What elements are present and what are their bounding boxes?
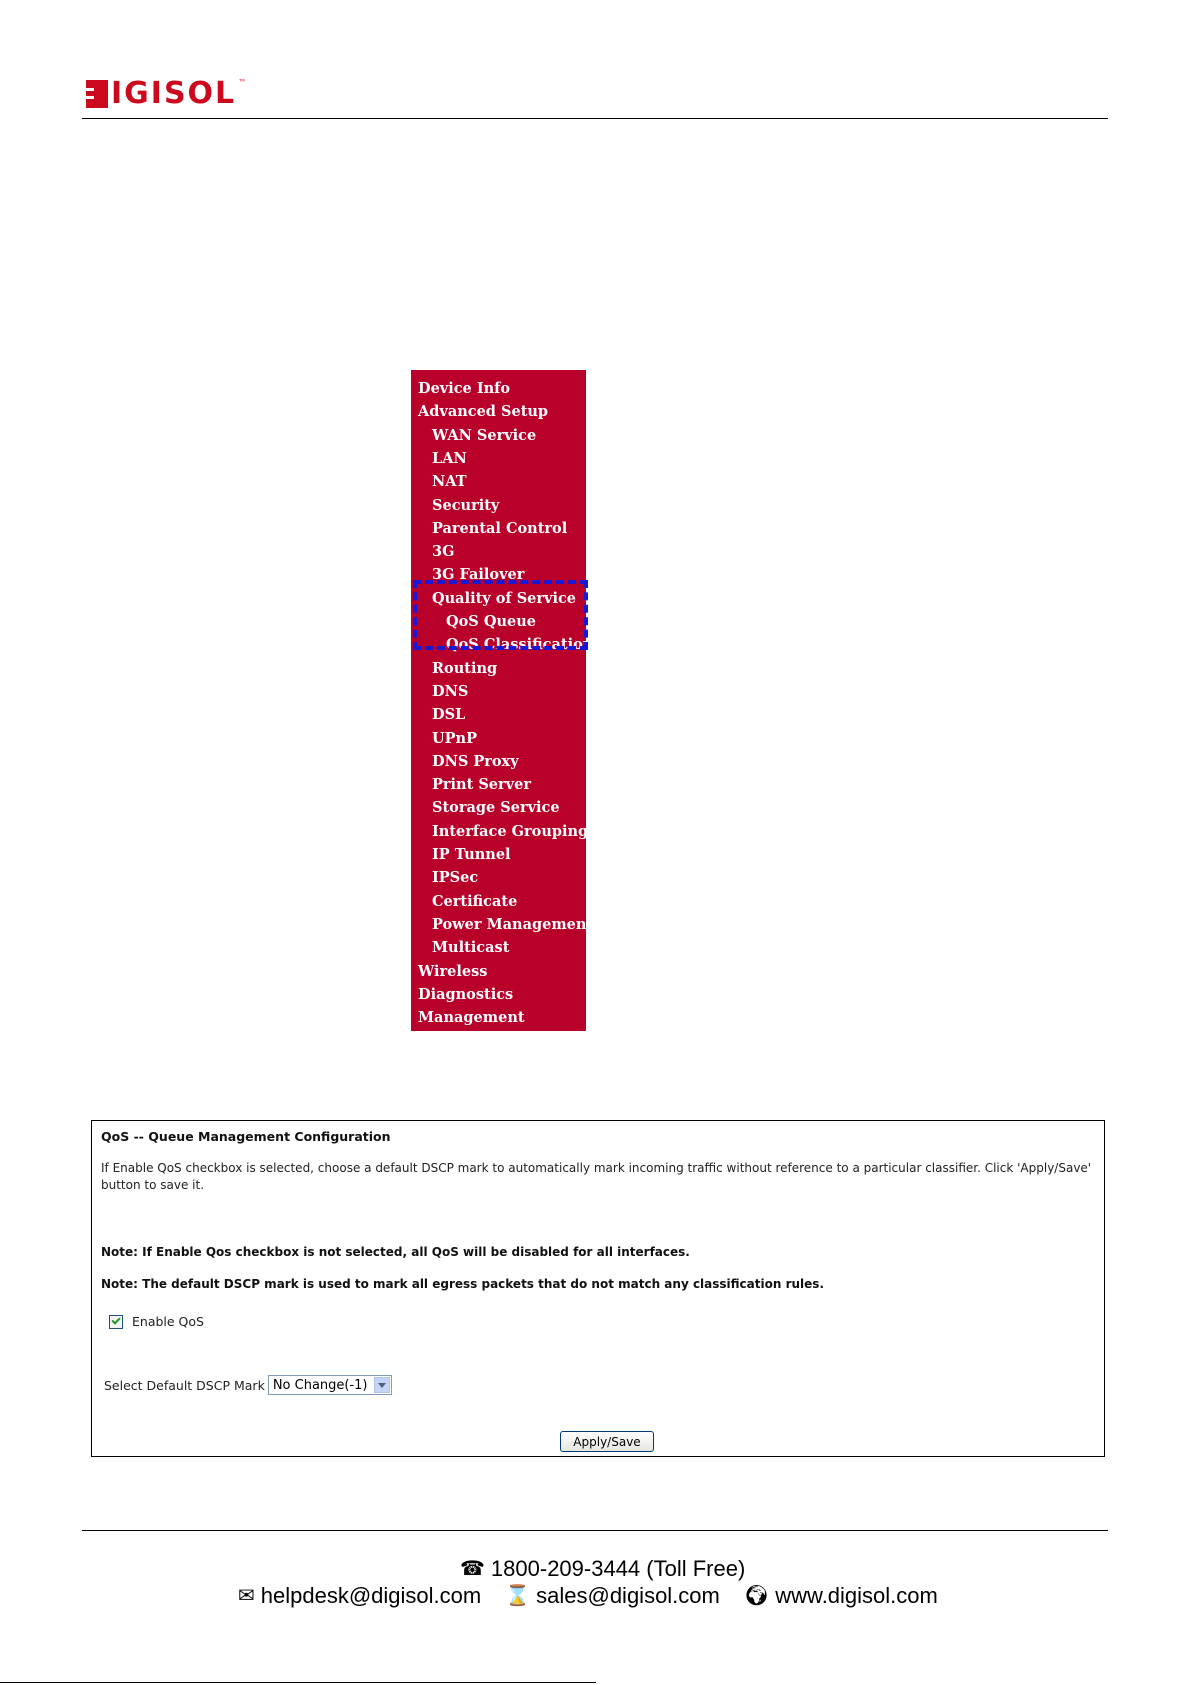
nav-item-multicast[interactable]: Multicast	[432, 939, 510, 957]
globe-icon: 🌍︎	[743, 1585, 770, 1607]
nav-item-storage-service[interactable]: Storage Service	[432, 799, 560, 817]
logo-d-mark	[86, 80, 108, 108]
nav-item-advanced-setup[interactable]: Advanced Setup	[418, 403, 549, 421]
nav-item-print-server[interactable]: Print Server	[432, 776, 531, 794]
nav-item-nat[interactable]: NAT	[432, 473, 467, 491]
nav-item-ip-tunnel[interactable]: IP Tunnel	[432, 846, 511, 863]
sales-email[interactable]: sales@digisol.com	[536, 1583, 720, 1608]
nav-item-upnp[interactable]: UPnP	[432, 729, 477, 747]
phone-icon: ☎	[460, 1558, 485, 1580]
nav-item-power-management[interactable]: Power Management	[432, 915, 594, 933]
router-nav-menu	[411, 370, 594, 1031]
nav-item-dsl[interactable]: DSL	[432, 706, 466, 724]
note-default-dscp: Note: The default DSCP mark is used to mark all egress packets that do not match any classification rules.	[101, 1277, 824, 1291]
logo-trademark: ™	[238, 78, 247, 87]
helpdesk-email[interactable]: helpdesk@digisol.com	[260, 1583, 482, 1608]
dscp-row	[104, 1375, 392, 1395]
nav-item-routing[interactable]: Routing	[432, 659, 498, 677]
nav-item-dns[interactable]: DNS	[432, 682, 469, 700]
nav-item-certificate[interactable]: Certificate	[432, 892, 518, 910]
nav-item-interface-grouping[interactable]: Interface Grouping	[432, 822, 589, 840]
logo-text: IGISOL	[111, 76, 237, 111]
dscp-select-value: No Change(-1)	[272, 1377, 368, 1393]
panel-title: QoS -- Queue Management Configuration	[101, 1129, 391, 1144]
check-icon	[111, 1315, 120, 1324]
nav-item-security[interactable]: Security	[432, 496, 500, 514]
panel-description: If Enable QoS checkbox is selected, choose a default DSCP mark to automatically mark incoming traffic without reference to a particular classifier. Click 'Apply/Save' button to save it.	[101, 1161, 1092, 1192]
nav-item-ipsec[interactable]: IPSec	[432, 869, 479, 887]
page-bottom-rule	[0, 1682, 596, 1683]
nav-item-dns-proxy[interactable]: DNS Proxy	[432, 752, 519, 770]
nav-item-diagnostics[interactable]: Diagnostics	[418, 985, 514, 1003]
footer-rule	[82, 1530, 1108, 1531]
footer-phone	[460, 1556, 745, 1582]
hourglass-icon: ⌛	[505, 1585, 531, 1607]
nav-item-device-info[interactable]: Device Info	[418, 380, 511, 397]
chevron-down-icon[interactable]	[374, 1377, 390, 1393]
nav-item-wireless[interactable]: Wireless	[418, 962, 488, 980]
enable-qos-checkbox[interactable]	[109, 1315, 123, 1329]
nav-item-lan[interactable]: LAN	[432, 449, 467, 467]
qos-config-panel	[91, 1120, 1105, 1457]
digisol-logo	[86, 78, 246, 110]
nav-item-wan-service[interactable]: WAN Service	[432, 426, 537, 444]
qos-highlight-box	[413, 580, 588, 650]
nav-item-management[interactable]: Management	[418, 1009, 525, 1027]
nav-item-3g-failover[interactable]: 3G Failover	[432, 566, 525, 584]
website-link[interactable]: www.digisol.com	[775, 1583, 938, 1608]
nav-item-qos-classification[interactable]: QoS Classification	[446, 636, 594, 654]
mail-icon: ✉	[238, 1585, 255, 1607]
header-rule	[82, 118, 1108, 119]
nav-item-quality-of-service[interactable]: Quality of Service	[432, 589, 577, 607]
note-disable-qos: Note: If Enable Qos checkbox is not selected, all QoS will be disabled for all interfaces.	[101, 1245, 690, 1259]
enable-qos-row	[109, 1314, 204, 1329]
footer-contacts	[238, 1583, 938, 1609]
dscp-label: Select Default DSCP Mark	[104, 1377, 265, 1393]
dscp-mark-select[interactable]	[268, 1375, 392, 1395]
apply-save-button[interactable]: Apply/Save	[560, 1431, 654, 1452]
phone-number: 1800-209-3444 (Toll Free)	[490, 1556, 746, 1581]
nav-item-3g[interactable]: 3G	[432, 543, 455, 561]
nav-item-parental-control[interactable]: Parental Control	[432, 519, 568, 537]
enable-qos-label: Enable QoS	[132, 1314, 204, 1329]
nav-item-qos-queue[interactable]: QoS Queue	[446, 613, 536, 630]
